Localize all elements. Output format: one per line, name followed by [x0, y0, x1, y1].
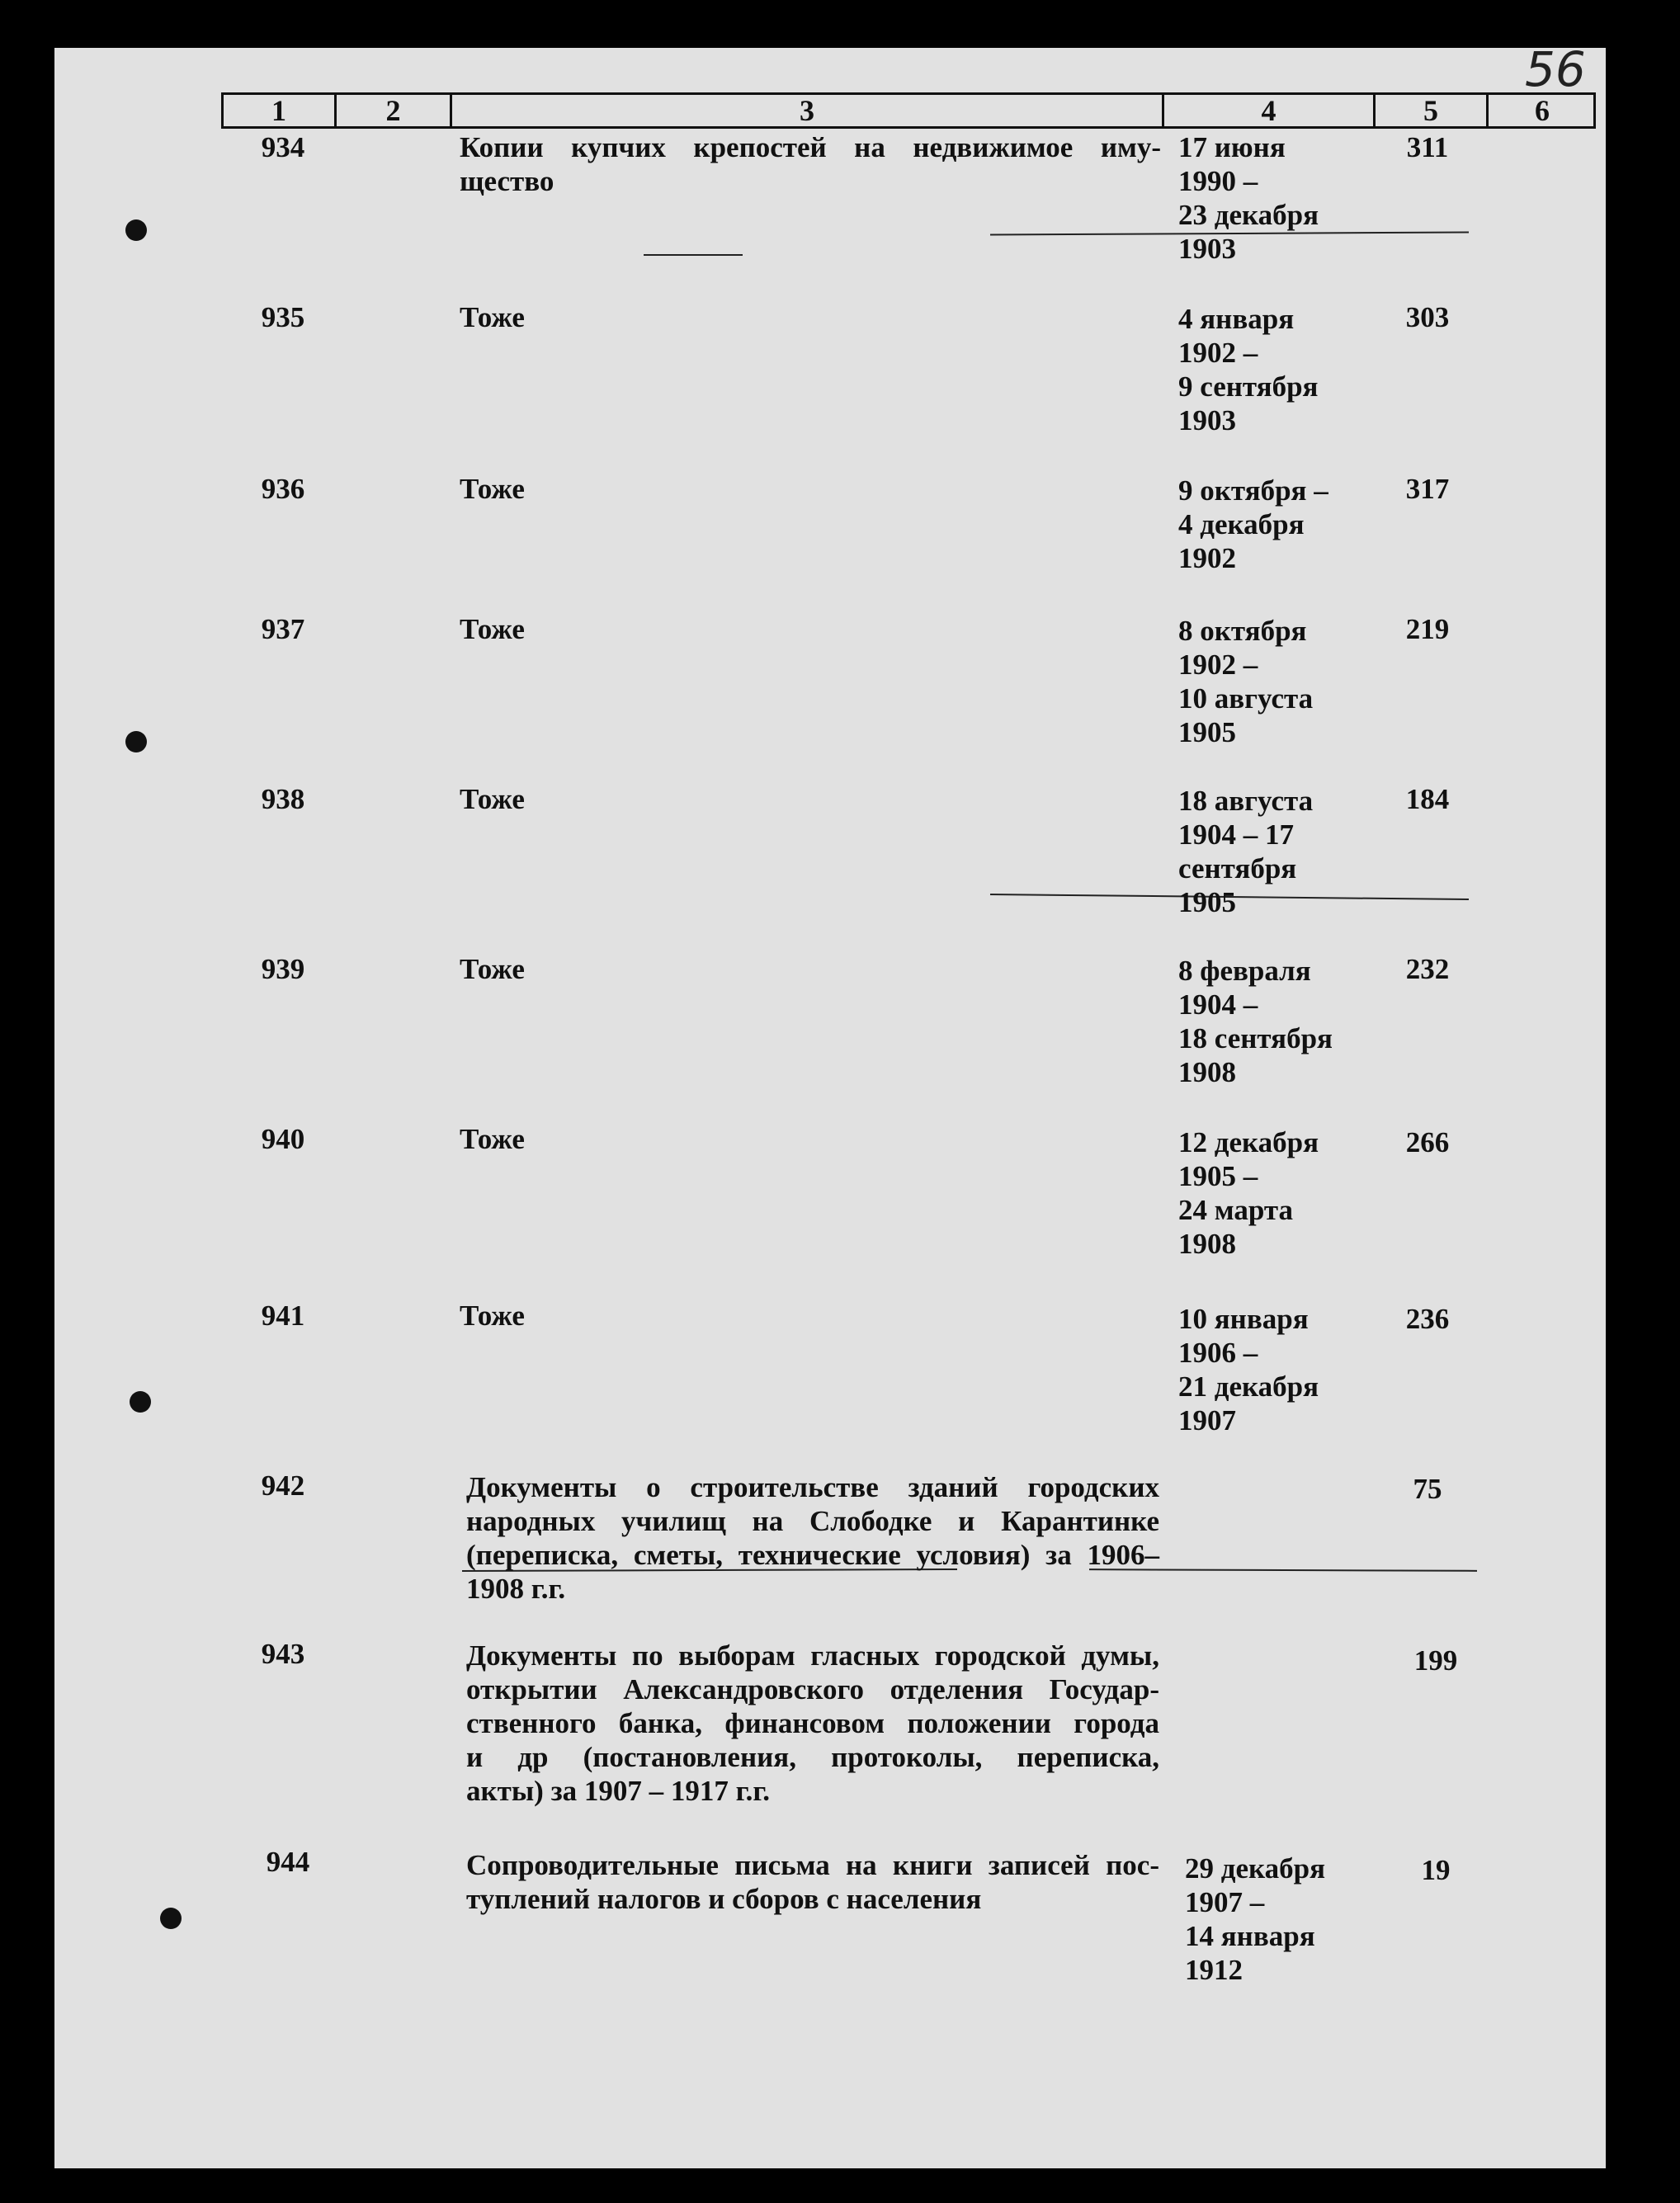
row-934-number: 934: [261, 131, 305, 163]
date-line: 18 августа: [1178, 785, 1314, 817]
row-942-sheets: 75: [1413, 1473, 1442, 1505]
desc-line: Тоже: [460, 613, 525, 645]
date-line: 23 декабря: [1178, 199, 1319, 231]
date-line: 1902 –: [1178, 649, 1258, 681]
header-col-3: 3: [452, 95, 1164, 126]
row-938-dates: [1178, 784, 1360, 919]
row-942-description: [466, 1470, 1159, 1606]
row-938-sheets: 184: [1405, 783, 1450, 815]
row-944-sheets: 19: [1421, 1854, 1451, 1886]
desc-line: щество: [460, 165, 554, 197]
desc-line: ственного банка, финансовом положении города: [466, 1707, 1159, 1739]
date-line: 1905: [1178, 716, 1236, 748]
desc-line: Тоже: [460, 473, 525, 505]
desc-line: (переписка, сметы, технические условия) за 1906–: [466, 1539, 1159, 1571]
row-936-number: 936: [261, 473, 305, 505]
date-line: 9 сентября: [1178, 370, 1319, 403]
date-line: 24 марта: [1178, 1194, 1293, 1226]
header-col-1: 1: [224, 95, 337, 126]
row-937-sheets: 219: [1405, 613, 1450, 645]
row-935-dates: [1178, 302, 1360, 437]
row-939-dates: [1178, 954, 1360, 1089]
desc-line: Тоже: [460, 301, 525, 333]
date-line: 1907: [1178, 1404, 1236, 1436]
date-line: 10 августа: [1178, 682, 1314, 715]
row-940-number: 940: [261, 1123, 305, 1155]
row-939-sheets: 232: [1405, 953, 1450, 985]
row-935-description: [460, 300, 1161, 334]
desc-line: Документы по выборам гласных городской думы,: [466, 1639, 1159, 1672]
date-line: 12 декабря: [1178, 1126, 1319, 1158]
date-line: 1905 –: [1178, 1160, 1258, 1192]
row-936-description: [460, 472, 1161, 506]
date-line: 1906 –: [1178, 1337, 1258, 1369]
date-line: 1912: [1185, 1954, 1243, 1986]
row-940-dates: [1178, 1125, 1360, 1261]
date-line: 10 января: [1178, 1303, 1309, 1335]
header-col-5: 5: [1376, 95, 1489, 126]
row-943-number: 943: [261, 1638, 305, 1670]
date-line: 1905: [1178, 886, 1236, 918]
punch-hole: [130, 1391, 151, 1413]
date-line: 1903: [1178, 404, 1236, 436]
date-line: 1903: [1178, 233, 1236, 265]
date-line: 1904 –: [1178, 988, 1258, 1021]
date-line: 9 октября –: [1178, 474, 1328, 507]
table-header: [221, 92, 1596, 129]
desc-line: Тоже: [460, 953, 525, 985]
row-941-sheets: 236: [1405, 1303, 1450, 1335]
row-942-number: 942: [261, 1469, 305, 1502]
row-935-sheets: 303: [1405, 301, 1450, 333]
desc-line: народных училищ на Слободке и Карантинке: [466, 1505, 1159, 1537]
desc-line: 1908 г.г.: [466, 1573, 566, 1605]
desc-line: Тоже: [460, 1123, 525, 1155]
pen-line: [644, 254, 743, 256]
date-line: 1904 – 17: [1178, 818, 1294, 851]
row-940-description: [460, 1122, 1161, 1156]
row-936-dates: [1178, 474, 1360, 575]
desc-line: Документы о строительстве зданий городских: [466, 1471, 1159, 1503]
row-941-number: 941: [261, 1300, 305, 1332]
row-934-dates: [1178, 130, 1360, 266]
date-line: 1907 –: [1185, 1886, 1265, 1918]
row-940-sheets: 266: [1405, 1126, 1450, 1158]
date-line: 18 сентября: [1178, 1022, 1333, 1054]
punch-hole: [160, 1908, 182, 1929]
row-944-dates: [1185, 1852, 1366, 1987]
date-line: 1990 –: [1178, 165, 1258, 197]
date-line: 29 декабря: [1185, 1852, 1326, 1885]
row-941-description: [460, 1299, 1161, 1333]
row-943-description: [466, 1639, 1159, 1808]
row-944-description: [466, 1848, 1159, 1916]
row-934-description: [460, 130, 1161, 198]
row-944-number: 944: [266, 1846, 310, 1878]
desc-line: Тоже: [460, 1300, 525, 1332]
row-939-description: [460, 952, 1161, 986]
row-938-description: [460, 782, 1161, 816]
header-col-2: 2: [337, 95, 452, 126]
desc-line: и др (постановления, протоколы, переписка,: [466, 1741, 1159, 1773]
desc-line: открытии Александровского отделения Государ-: [466, 1673, 1159, 1705]
date-line: 1908: [1178, 1056, 1236, 1088]
date-line: 8 февраля: [1178, 955, 1311, 987]
punch-hole: [125, 731, 147, 752]
date-line: 4 декабря: [1178, 508, 1305, 540]
row-935-number: 935: [261, 301, 305, 333]
date-line: 14 января: [1185, 1920, 1315, 1952]
desc-line: Тоже: [460, 783, 525, 815]
date-line: сентября: [1178, 852, 1297, 885]
row-938-number: 938: [261, 783, 305, 815]
date-line: 17 июня: [1178, 131, 1286, 163]
row-937-dates: [1178, 614, 1360, 749]
desc-line: Копии купчих крепостей на недвижимое иму-: [460, 131, 1161, 163]
row-936-sheets: 317: [1405, 473, 1450, 505]
row-937-description: [460, 612, 1161, 646]
date-line: 21 декабря: [1178, 1370, 1319, 1403]
page-number: 56: [1525, 41, 1586, 97]
row-934-sheets: 311: [1406, 131, 1449, 163]
date-line: 8 октября: [1178, 615, 1307, 647]
date-line: 1902 –: [1178, 337, 1258, 369]
date-line: 4 января: [1178, 303, 1295, 335]
desc-line: акты) за 1907 – 1917 г.г.: [466, 1775, 771, 1807]
row-941-dates: [1178, 1302, 1360, 1437]
date-line: 1908: [1178, 1228, 1236, 1260]
header-col-4: 4: [1164, 95, 1376, 126]
header-col-6: 6: [1535, 94, 1550, 127]
desc-line: Сопроводительные письма на книги записей пос-: [466, 1849, 1159, 1881]
row-939-number: 939: [261, 953, 305, 985]
desc-line: туплений налогов и сборов с населения: [466, 1883, 982, 1915]
date-line: 1902: [1178, 542, 1236, 574]
row-943-sheets: 199: [1413, 1644, 1458, 1677]
row-937-number: 937: [261, 613, 305, 645]
punch-hole: [125, 219, 147, 241]
